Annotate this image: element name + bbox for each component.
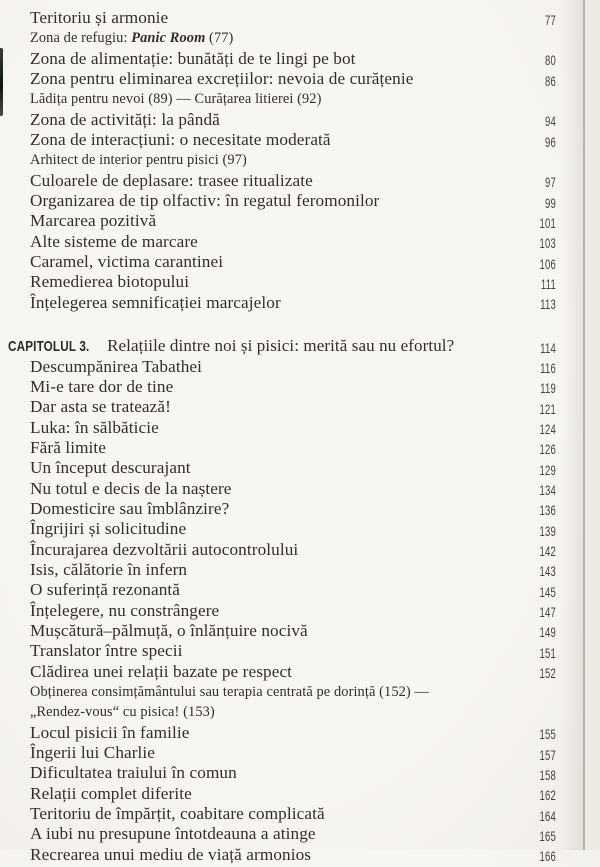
entry-title: Mușcătură–pălmuță, o înlănțuire nocivă (30, 620, 308, 640)
entry-title: Încurajarea dezvoltării autocontrolului (30, 539, 299, 559)
toc-entry-row (30, 272, 556, 292)
toc-entry-row (30, 49, 556, 69)
toc-entry-row (30, 479, 556, 499)
entry-title: Nu totul e decis de la naștere (30, 478, 232, 498)
toc-entry-row (30, 804, 556, 824)
page-number: 114 (540, 340, 556, 356)
entry-title: Descumpănirea Tabathei (30, 356, 203, 376)
toc-entry-row (30, 458, 556, 478)
page-number: 164 (539, 808, 556, 824)
entry-title: Înțelegerea semnificației marcajelor (30, 292, 281, 312)
page-number: 157 (539, 747, 556, 763)
page-number: 80 (544, 53, 556, 69)
entry-title: O suferință rezonantă (30, 580, 181, 600)
page-edge-shadow (560, 0, 583, 850)
toc-entry-row (30, 211, 556, 231)
entry-title: Lădița pentru nevoi (89) — Curățarea litierei (92) (30, 91, 322, 108)
toc-entry-row (30, 232, 556, 252)
toc-entry-row (30, 130, 556, 150)
page-number: 116 (540, 361, 556, 376)
table-of-contents (8, 8, 556, 865)
scan-artifact (0, 48, 3, 116)
toc-entry-row (30, 252, 556, 272)
page-number: 113 (540, 297, 556, 313)
entry-title: A iubi nu presupune întotdeauna a atinge (30, 824, 316, 844)
toc-sub-row (30, 702, 556, 722)
entry-title: Un început descurajant (30, 458, 191, 478)
page-number: 155 (539, 727, 556, 743)
entry-title: Dificultatea traiului în comun (30, 763, 237, 783)
toc-entry-row (30, 560, 556, 580)
entry-title: Dar asta se tratează! (30, 397, 171, 417)
toc-entry-row (30, 641, 556, 661)
page-number: 162 (539, 788, 556, 804)
toc-entry-row (30, 540, 556, 560)
page-edge-strip (585, 0, 600, 850)
title-segment: (77) (205, 30, 234, 47)
toc-entry-row (30, 418, 556, 438)
entry-title: Culoarele de deplasare: trasee ritualizate (30, 170, 313, 190)
chapter-title-text: Relațiile dintre noi și pisici: merită sau nu efortul? (98, 336, 455, 356)
page-number: 151 (539, 645, 556, 661)
entry-title: Înțelegere, nu constrângere (30, 600, 220, 620)
page-number: 96 (544, 134, 556, 150)
toc-sub-row (30, 28, 556, 48)
entry-title: Remedierea biotopului (30, 272, 190, 292)
chapter-title (8, 336, 454, 355)
toc-entry-row (30, 580, 556, 600)
toc-entry-row (30, 784, 556, 804)
toc-entry-row (30, 69, 556, 89)
entry-title: Clădirea unei relații bazate pe respect (30, 661, 293, 681)
page-number: 158 (539, 767, 556, 783)
toc-entry-row (30, 824, 556, 844)
page-number: 106 (539, 256, 556, 272)
entry-title: Teritoriu de împărțit, coabitare complicată (30, 804, 325, 824)
entry-title: Locul pisicii în familie (30, 722, 190, 742)
entry-title: Îngerii lui Charlie (30, 743, 156, 763)
entry-title: Teritoriu și armonie (30, 8, 169, 27)
page-number: 139 (539, 523, 556, 539)
entry-title: Zona de activități: la pândă (30, 109, 220, 129)
toc-entry-row (30, 8, 556, 28)
page-number: 111 (540, 276, 556, 292)
title-segment: Zona de refugiu: (30, 30, 132, 47)
entry-title: Recrearea unui mediu de viață armonios (30, 844, 312, 864)
toc-entry-row (30, 438, 556, 458)
toc-entry-row (30, 743, 556, 763)
entry-title: Luka: în sălbăticie (30, 417, 159, 437)
page-number: 134 (539, 483, 556, 499)
toc-entry-row (30, 110, 556, 130)
toc-entry-row (30, 723, 556, 743)
toc-entry-row (30, 845, 556, 865)
entry-title: Marcarea pozitivă (30, 211, 157, 231)
page-number: 126 (539, 442, 556, 458)
entry-title: Îngrijiri și solicitudine (30, 519, 187, 539)
toc-entry-row (30, 621, 556, 641)
entry-title: Zona pentru eliminarea excrețiilor: nevoia de curățenie (30, 69, 414, 89)
toc-entry-row (30, 191, 556, 211)
toc-entry-row (30, 293, 556, 313)
entry-title: Fără limite (30, 437, 107, 457)
entry-title: Translator între specii (30, 641, 183, 661)
page-number: 143 (539, 564, 556, 580)
entry-title: Domesticire sau îmblânzire? (30, 498, 230, 518)
page-number: 136 (539, 503, 556, 519)
chapter-number-label: CAPITOLUL 3. (8, 338, 90, 356)
page-number: 86 (544, 73, 556, 89)
toc-sub-row (30, 682, 556, 702)
entry-title: Relații complet diferite (30, 783, 192, 803)
page-number: 152 (539, 666, 556, 682)
page-number: 124 (539, 422, 556, 438)
toc-entry-row (30, 377, 556, 397)
entry-title: Zona de interacțiuni: o necesitate moderată (30, 130, 331, 150)
entry-title (30, 30, 233, 46)
entry-title: Caramel, victima carantinei (30, 252, 224, 272)
page-number: 145 (539, 584, 556, 600)
toc-entry-row (30, 519, 556, 539)
page-number: 101 (539, 215, 556, 231)
page-number: 99 (544, 195, 556, 211)
italic-title-segment: Panic Room (131, 30, 206, 47)
page-number: 142 (539, 544, 556, 560)
toc-sub-row (30, 89, 556, 109)
page-number: 97 (544, 175, 556, 191)
page-number: 94 (544, 114, 556, 130)
page-number: 129 (539, 462, 556, 478)
page-number: 149 (539, 625, 556, 641)
page-number: 121 (539, 401, 556, 417)
toc-chapter-row (8, 336, 556, 356)
toc-entry-row (30, 499, 556, 519)
page-number: 147 (539, 605, 556, 621)
page-number: 166 (539, 849, 556, 865)
toc-entry-row (30, 763, 556, 783)
page-number: 119 (540, 381, 556, 397)
toc-entry-row (30, 662, 556, 682)
entry-title: Isis, călătorie în infern (30, 559, 188, 579)
entry-title: Arhitect de interior pentru pisici (97) (30, 152, 247, 169)
page-number: 77 (544, 12, 556, 28)
toc-entry-row (30, 171, 556, 191)
page-number: 165 (539, 828, 556, 844)
toc-entry-row (30, 357, 556, 377)
entry-title: Organizarea de tip olfactiv: în regatul feromonilor (30, 191, 380, 211)
page-number: 103 (539, 236, 556, 252)
entry-title: Zona de alimentație: bunătăți de te lingi pe bot (30, 48, 356, 68)
toc-entry-row (30, 601, 556, 621)
toc-sub-row (30, 150, 556, 170)
entry-title: „Rendez-vous“ cu pisica! (153) (30, 704, 215, 721)
toc-entry-row (30, 397, 556, 417)
entry-title: Mi-e tare dor de tine (30, 376, 174, 396)
entry-title: Obținerea consimțământului sau terapia centrată pe dorință (152) — (30, 684, 429, 700)
entry-title: Alte sisteme de marcare (30, 231, 198, 251)
